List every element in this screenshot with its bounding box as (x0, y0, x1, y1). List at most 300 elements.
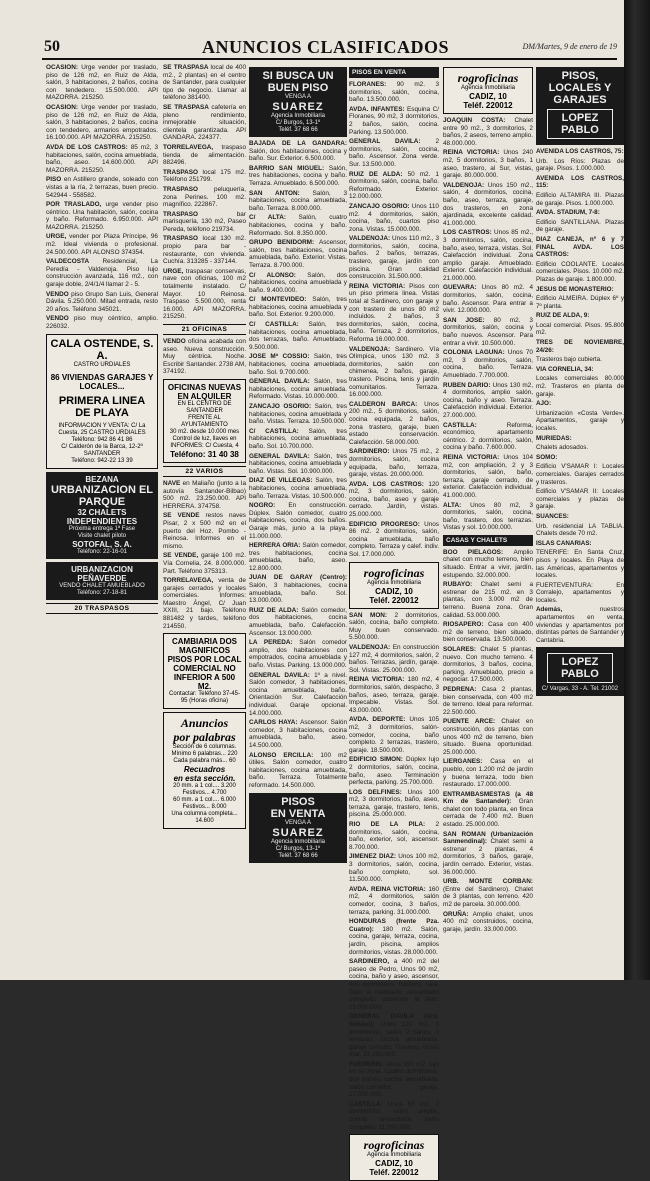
ad-heading: ALONSO ERCILLA: (249, 751, 321, 759)
ad-heading: HONDURAS (frente Pza. Cuatro): (349, 918, 439, 933)
classified-list (163, 64, 246, 321)
classified-ad (249, 752, 347, 790)
classified-ad (46, 64, 158, 102)
page-edge-shadow (624, 0, 650, 980)
ad-title: URBANIZACION PEÑAVERDE (71, 564, 133, 583)
ad-body: Salón, tres habitaciones, cocina amueblada y baño. Vistas. Sol. 10.900.000. (249, 452, 347, 475)
ad-body: Unos 100 m2, 3 dormitorios, salón, cocina, baño completo, sol. 11.500.000. (349, 853, 439, 884)
classified-ad (443, 502, 533, 532)
ad-heading: SE VENDE, (163, 552, 202, 560)
ad-heading: AVENIDA LOS CASTROS, 75: (536, 148, 624, 155)
ad-heading: JESUS DE MONASTERIO: (536, 285, 614, 293)
ad-heading: AVDA. REINA VICTORIA: (349, 885, 429, 893)
classified-ad (443, 454, 533, 500)
classified-ad (536, 488, 624, 511)
ad-body: 80 m2. 3 dormitorios, salón, cocina y baño nuevos. Ascensor. Para entrar a vivir. 10.500.000. (443, 316, 533, 347)
classified-ad (536, 209, 624, 217)
ad-body: Chalets adosados. (536, 444, 589, 452)
classified-ad (249, 574, 347, 604)
ad-heading: PUENTE ARCE: (443, 718, 502, 726)
classified-ad (349, 958, 439, 1011)
ad-brand: BEZANA (85, 474, 119, 484)
ad-body: Reforma, económico, apartamento céntrico. 2 dormitorios, salón, cocina y baño. 7.600.000. (443, 421, 533, 452)
ad-title: PISOS, LOCALES Y GARAJES (548, 70, 612, 106)
classified-ad (443, 422, 533, 452)
classified-ad (443, 117, 533, 147)
ad-body: Urge vender por traslado, piso de 126 m2, en Ruiz de Alda, salón, 3 habitaciones, 2 baños, cocina con tendedero. 15.500.000. API MAZORRA. 215250. (46, 64, 159, 102)
ad-heading: GENERAL DAVILA: (249, 378, 314, 386)
ad-heading: NAVE (163, 479, 183, 487)
ad-heading: DIAZ DE VILLEGAS: (249, 477, 316, 485)
ad-heading: JOAQUIN COSTA: (443, 117, 515, 124)
ad-body: oficina acabada con aseo. Nueva construcción. Muy céntrica. Noche. Escribir Santander. 2738 AM, 374192. (163, 338, 246, 376)
ad-body: Urbanización «Costa Verde». Apartamentos, garaje y locales. (536, 409, 624, 432)
ad-body: 180 m2, 4 dormitorios, salón, despacho, 3 baños, aseo, terraza, garaje. Impecable. Vistas. Sol. 43.000.000. (349, 676, 440, 714)
ad-body: Unos 130 m2, 4 dormitorios, amplio salón, cocina, baño y aseo. Terraza. Calefacción individual. Exterior. 27.000.000. (443, 381, 533, 419)
ad-heading: RUBAYO: (443, 581, 481, 589)
ad-line: VENGA A (284, 819, 311, 826)
ad-heading: SAN JOSE: (443, 316, 494, 324)
tariff-line: 20 mm. a 1 col.... 3.200 (173, 783, 236, 790)
suarez-ad (249, 67, 347, 137)
ad-body: 160 m2, 4 dormitorios, salón comedor, cocina, 3 baños, terraza, parking. 31.000.000. (349, 885, 439, 916)
ad-heading: SUANCES: (536, 512, 569, 520)
ad-body: Sardinero. Vía Olímpica, unos 130 m2. 3 dormitorios, salón con chimenea, 2 baños, garaje, trastero. Piscina, tenis y jardín comunitarios. Terraza. 16.000.000. (349, 345, 440, 399)
ad-heading: ZANCAJO OSORIO: (349, 202, 412, 210)
tariff-line: Mínimo 6 palabras... 220 (171, 751, 238, 758)
ad-heading: SE TRASPASA (163, 103, 212, 111)
classified-ad (349, 789, 439, 819)
classified-ad (536, 339, 624, 354)
ad-headline-2: PRIMERA LINEA DE PLAYA (58, 394, 146, 419)
ad-phone: Teléfono: 27-18-81 (76, 589, 128, 596)
ad-heading: LOS DELFINES: (349, 788, 408, 796)
column-4 (349, 64, 440, 1178)
ad-body: Salón, tres habitaciones, cocina amueblada, baño. Terraza. Vistas. 10.500.000. (249, 477, 347, 500)
ad-body: Edificio ALTAMIRA III. Plazas de garaje. Pisos. 1.000.000. (536, 191, 624, 207)
ad-title: CALA OSTENDE, S. A. (50, 337, 154, 362)
classified-ad (249, 321, 347, 351)
ad-subtitle: 32 CHALETS INDEPENDIENTES (66, 507, 138, 526)
ad-heading: URGE, (163, 267, 186, 275)
ad-body: Salón, dos habitaciones, cocina amueblada y baño. 9.400.000. (249, 271, 348, 294)
ad-body: Local comercial. Pisos. 95.800 m2. (536, 321, 624, 337)
classified-ad (349, 1013, 439, 1059)
ad-logo: rogroficinas (363, 1138, 425, 1153)
classified-list (46, 64, 158, 331)
ad-heading: REINA VICTORIA: (349, 282, 410, 290)
tariff-line: Festivos... 8.000 (182, 804, 227, 811)
ad-headline: 86 VIVIENDAS GARAJES Y LOCALES... (50, 372, 154, 391)
classified-ad (443, 646, 533, 684)
ad-heading: DIAZ CANEJA, nº 6 y 7 FINAL AVDA. LOS CASTROS: (536, 235, 624, 259)
classified-list (163, 480, 246, 630)
classified-ad (349, 716, 439, 754)
ad-body: vender por Plaza Príncipe, 96 m2. Ideal vivienda o profesional. 24.500.000. API ALONSO 374354. (46, 233, 158, 256)
classified-ad (163, 104, 246, 142)
ad-body: Salón comedor, dos habitaciones, cocina amueblada, baño. Calefacción. Ascensor. 13.000.000. (249, 606, 347, 637)
section-pisos-venta: PISOS EN VENTA (349, 67, 439, 78)
classified-list (163, 338, 246, 376)
ad-heading: VIA CORNELIA, 34: (536, 365, 594, 373)
ad-title: URBANIZACION EL PARQUE (50, 483, 154, 508)
ad-body: 2 dormitorios, salón, cocina, baño. Ascensor. Zona verde. Sur. 13.500.000. (349, 138, 439, 168)
ad-heading: NOGRO: (249, 502, 289, 510)
ad-phone-2: Teléfono: 942-22 13 39 (71, 457, 133, 464)
column-2 (163, 64, 246, 972)
classified-ad (536, 523, 624, 538)
classified-ad (349, 918, 439, 956)
ad-heading: C/ CASTILLA: (249, 427, 309, 435)
ad-heading: BARRIO SAN MIGUEL: (249, 164, 329, 172)
ad-body: nuestros apartamentos en venta, viviendas y apartamentos por distintas partes de Santander y Cantabria. (536, 606, 624, 644)
ad-line-2: Visite chalet piloto (77, 532, 127, 539)
ad-heading: PEDRENA: (443, 685, 482, 693)
ad-heading: TRASPASO (163, 185, 215, 193)
ad-logo: rogroficinas (457, 71, 519, 85)
ad-body: Salón, tres habitaciones, cocina amueblada, baño. Sol. 10.700.000. (249, 427, 347, 450)
ad-body: Chalet entre 90 m2., 3 dormitorios, 2 baños, 2 aseos, terreno amplio. 48.000.000. (443, 117, 533, 147)
ad-body: Salón, cuatro habitaciones, cocina y baño. Reformado. Sol. 8.350.000. (249, 214, 347, 237)
ad-body: venta de garajes cerrados y locales comerciales. Informes: Maestro Ángel, C/ Juan XXIII, 21 bajo. Teléfono 881482 y tardes, teléfono 214550. (163, 577, 246, 630)
ad-line: Agencia Inmobiliaria (366, 579, 422, 586)
classified-ad (349, 81, 439, 104)
classified-ad (46, 258, 158, 288)
rogroficinas-ad-2 (349, 1134, 439, 1181)
cambiaria-ad (163, 633, 246, 709)
ad-body: Urge vender por traslado, piso de 126 m2, en Ruiz de Alda, salón, 3 habitaciones, 2 baños, cocina con tendedero, armarios empotrados. 16.100.000. API MAZORRA. 215250. (46, 103, 159, 142)
ad-phone: Teléf. 220012 (369, 595, 419, 605)
ad-body: Unos 110 m2., 3 dormitorios, salón, cocina, baños. 2 baños, terrazas, trastero, garaje, jardín con piscina. Gran calidad construcción. 31.500.000. (349, 235, 439, 281)
ad-body: Salón comedor amplio, dos habitaciones con empotrados, cocina amueblada y baño. Vistas. Parking. 13.000.000. (249, 639, 348, 669)
classified-ad (46, 144, 158, 174)
ad-heading: CASTILLA: (349, 1100, 388, 1108)
ad-heading: C/ MONTEVIDEO: (249, 296, 313, 304)
ad-line-4: Control de luz, llaves en (172, 435, 237, 442)
ad-title: Anuncios (180, 716, 229, 731)
classified-ad (349, 853, 439, 883)
classified-ad (443, 621, 533, 644)
classified-ad (536, 444, 624, 452)
classified-ad (443, 686, 533, 716)
ad-body: Salón comedor, tres habitaciones, cocina amueblada, baño, aseo. 12.800.000. (249, 542, 347, 572)
ad-body: 90 m2. 3 dormitorios, salón, cocina, baño. 13.500.000. (349, 81, 439, 104)
classified-ad (536, 463, 624, 486)
ad-line-1: EN EL CENTRO DE SANTANDER (177, 400, 232, 414)
ad-heading: URGE, (46, 233, 70, 241)
ad-body: Chalet semi a estrenar de 215 m2. en 3 plantas, con 3.000 m2 de terreno. Buena zona. Gran calidad. 53.000.000. (443, 581, 533, 619)
ad-subtitle: VENDO CHALET AMUEBLADO (59, 582, 145, 589)
ad-heading: VENDO (163, 338, 189, 345)
section-varios: 22 VARIOS (163, 466, 246, 477)
page-number: 50 (44, 38, 60, 55)
classified-ad (46, 233, 158, 256)
ad-body: Locales comerciales 80.000 m2. Trasteros en planta de garaje. (536, 375, 624, 398)
classified-ad (443, 284, 533, 314)
ad-phone: Teléf. 37 68 66 (278, 852, 318, 859)
classified-ad (249, 140, 347, 163)
column-5 (443, 64, 533, 972)
tariffs-ad (163, 712, 246, 829)
ad-line: Agencia Inmobiliaria (460, 85, 516, 91)
ad-body: 50 m2. 1 dormitorio, salón, cocina, baño. Reformado. Exterior. 12.000.000. (349, 170, 439, 201)
classified-ad (163, 480, 246, 510)
classified-ad (536, 582, 624, 605)
ad-heading: VALDENOJA: (349, 345, 395, 353)
classified-list (249, 140, 347, 790)
ad-body: Salón, tres habitaciones, cocina y baño. Terraza. Amueblado. 6.500.000. (249, 164, 347, 187)
classified-ad (349, 171, 439, 201)
classified-ad (349, 138, 439, 168)
classified-ad (349, 612, 439, 642)
ad-heading: FLORANES: (349, 81, 397, 88)
classified-ad (249, 453, 347, 476)
classified-ad (443, 911, 533, 934)
ad-body: piso muy céntrico, amplio. 226032. (46, 315, 158, 330)
ad-heading: ALTA: (443, 501, 471, 509)
ad-heading: LA PEREDA: (249, 639, 300, 647)
ad-brand: SUAREZ (272, 826, 324, 839)
classified-ad (249, 353, 347, 376)
ad-body: Salón, tres habitaciones, cocina amueblada y baño. Sol. Exterior. 9.200.000. (249, 296, 347, 319)
classified-ad (46, 315, 158, 330)
classified-ad (46, 104, 158, 142)
classified-ad (249, 639, 347, 669)
ad-body: a 400 m2 del paseo de Pedro, Unos 90 m2, cocina, baño y aseo, ascensor, dos dormitorios, trastero, sala. Todo el mobiliario. Amueblado completo, ascensor al lado. 15.000.000. (349, 958, 439, 1011)
classified-ad (249, 239, 347, 269)
classified-ad (163, 211, 246, 234)
ad-body: Amplio chalet, unos 400 m2 construidos, cocina, garaje, jardín. 33.000.000. (443, 910, 533, 933)
tariff-line: Sección de 6 columnas. (172, 744, 237, 751)
ad-body: Unos 120 m2, 3 dormitorios, salón, 2 baños, 3 terrazas, cocina amueblada, garaje cerrado. Trastero, vistas mar. 23.000.000. (349, 1020, 439, 1059)
ad-heading: JUAN DE GARAY (Centro): (249, 574, 347, 582)
ad-phone: Teléfono: 942 86 41 86 (71, 436, 133, 443)
ad-body: Urb. residencial LA TABLIA. Chalets desde 70 m2. (536, 522, 624, 538)
ad-body: Casa en el pueblo, con 1.200 m2 de jardín y buena terraza, todo bien restaurado. 17.000.000. (443, 758, 534, 789)
ad-body: Unos 86 m2. 2 dormitorios, salón, cocina amueblada, baño completo. Terraza y calef. indiv. Sol. 17.000.000. (349, 520, 439, 559)
classified-ad (536, 175, 624, 190)
classified-ad (249, 607, 347, 637)
ad-body: Dúplex lujo 2 dormitorios, salón, cocina, baño, aseo. Terminación perfecta, parking. 25.700.000. (349, 756, 439, 787)
ad-body: garaje 100 m2. Vía Cornelia, 24. 8.000.000. Part. Teléfono 375313. (163, 552, 246, 575)
ad-body: local de 400 m2., 2 plantas) en el centro de Santander, para cualquier tipo de negocio. Llamar al teléfono 381400. (163, 64, 247, 102)
ad-body: traspasar conservas, nave con oficinas, 100 m2 totalmente instalado. C/ Mayor. 10 Reinosa. Traspaso 5.500.000, renta 16.000. API MAZORRA. 215250. (163, 267, 246, 321)
ad-heading: GUEVARA: (443, 284, 482, 292)
ad-phone: Teléf. 37 68 66 (278, 127, 318, 133)
classified-ad (536, 158, 624, 173)
classified-ad (536, 192, 624, 207)
ad-heading: EDIFICIO PROGRESO: (349, 520, 425, 528)
classified-ad (349, 203, 439, 233)
page-title: ANUNCIOS CLASIFICADOS (202, 37, 450, 57)
ad-brand: SUAREZ (272, 101, 324, 113)
ad-body: FUERTEVENTURA: En Corralejo, apartamentos y locales. (536, 581, 624, 604)
cala-ostende-ad (46, 334, 158, 469)
section-traspasos: 20 TRASPASOS (46, 603, 158, 614)
ad-heading: REINA VICTORIA: (443, 149, 504, 157)
classified-ad (536, 148, 624, 156)
ad-heading: BAJADA DE LA GANDARA: (249, 140, 347, 147)
classified-ad (349, 756, 439, 786)
classified-ad (443, 349, 533, 379)
classified-ad (349, 644, 439, 674)
ad-body: local 130 m2. propio para bar - restaurante, con vivienda. Cuchía. 313285 - 337144. (163, 235, 247, 266)
ad-subtitle: CASTRO URDIALES (73, 361, 131, 368)
classified-ad (536, 356, 624, 364)
page-header (42, 38, 617, 60)
classified-ad (443, 317, 533, 347)
classified-ad (536, 375, 624, 398)
ad-body: Amplio chalet con mucho terreno, bien situado. Entrar a vivir, jardín, estupendo. 32.000.000. (443, 548, 533, 579)
ad-title-2: EN VENTA (270, 807, 326, 820)
ad-heading: AVDA. STADIUM, 7-8: (536, 209, 600, 217)
ad-heading: PISO (46, 176, 64, 184)
ad-body: Unos 200 m2., 5 dormitorios, salón, cocina equipada, 2 baños, zona trastero, garaje, buen estado conservación. Calefacción. 58.000.000. (349, 400, 439, 446)
ad-body: 120 m2, 3 dormitorios, salón, cocina, baño, aseo y garaje cerrado. Jardín, vistas. 25.000.000. (349, 480, 439, 519)
ad-heading: TRASPASO (163, 235, 203, 243)
ad-heading: VENDO (46, 290, 72, 298)
ad-heading: AVDA. LOS CASTROS: (349, 480, 429, 488)
ad-body: en Astillero grande, soleado con vistas a la ría, 2 terrazas, buen precio. 542944 - 558582. (46, 176, 158, 199)
classified-ad (349, 521, 439, 559)
ad-heading: AVDA. DEPORTE: (349, 716, 410, 724)
ad-body: Residencial, La Peredía - Valdenoja. Piso lujo construcción avanzada, 116 m2., con garaje doble, 2/4/1/4 llamar 2 - 5. (46, 258, 158, 289)
classified-ad (349, 346, 439, 399)
ad-heading: AVDA. INFANTES: (349, 105, 408, 113)
classified-ad (536, 236, 624, 259)
ad-brand: LOPEZ PABLO (547, 109, 613, 139)
ad-heading: JIMENEZ DIAZ: (349, 853, 399, 861)
ad-info: INFORMES: C/ Cuesta, 4 (170, 442, 239, 449)
ad-body: Pisos con un piso primera linea. Vistas total al Sardinero, con garaje y con trastero de unos 80 m2 incluidos. 2 baños, 3 dormitorios, salón, cocina, baño. Terraza, 2 dormitorios, Reforma 16.000.000. (349, 282, 439, 343)
classified-ad (163, 169, 246, 184)
ad-body: peluquería, zona Perines. 100 m2. magnífico. 222867. (163, 185, 246, 209)
classified-ad (163, 552, 246, 575)
ad-phone: Teléfono: 31 40 38 (170, 449, 239, 459)
ad-line-2: FRENTE AL AYUNTAMIENTO (181, 414, 228, 428)
ad-body: Unos 104 m2, con ampliación, 2 y 3 dormitorios, salón, baño, terraza, garaje cerrado, de exterior. Calefacción individual. 41.000.000. (443, 453, 533, 499)
ad-address: CADIZ, 10 (469, 92, 507, 101)
ad-body: Unos 190 m2, lujo en su zona. Cuatro dormitorios, dos baños, cocina amueblada, salón-comedor, garaje. 17.000.000. (349, 1060, 439, 1099)
section-casas-chalets: CASAS Y CHALETS (443, 535, 533, 546)
ad-logo: rogroficinas (363, 565, 425, 580)
ad-heading: MURIEDAS: (536, 434, 572, 442)
classified-ad (443, 382, 533, 420)
ad-body: urge vender piso céntrico. Una habitación, salón, cocina y baño. Reformado. 6.950.000. API MAZORRA. 215250. (46, 201, 158, 231)
ad-heading: SE VENDE (163, 512, 206, 520)
ad-heading: POR TRASLADO, (46, 201, 106, 209)
classified-ad (249, 672, 347, 718)
ad-heading: SARDINERO: (349, 448, 393, 456)
ad-address: C/ Calderón de la Barca, 12-2º SANTANDER (61, 443, 143, 457)
ad-heading: ZANCAJO OSORIO: (249, 403, 315, 410)
tariff-line: 60 mm. a 1 col.... 6.000 (173, 797, 236, 804)
ad-title: SI BUSCA UN (262, 70, 334, 82)
ad-heading: SE TRASPASA (163, 64, 211, 71)
ad-body: Unos 85 m2., 3 dormitorios, salón, cocina, baño, aseo, terraza, vistas. Sol. Calefacción individual. Zona amplio garaje. Amueblado. Exterior. Calefacción individual. 21.000.000. (443, 229, 533, 282)
ad-heading: BOO PIELAGOS: (443, 548, 514, 556)
classified-ad (443, 831, 533, 877)
ad-body: 1º a nivel. Salón comedor, 3 habitaciones, cocina amueblada, baño. Orientación Sur. Calefacción individual. Garaje opcional. 14.000.000. (249, 671, 347, 717)
classified-ad (443, 149, 533, 179)
column-3 (249, 64, 347, 972)
classified-list (349, 81, 439, 559)
ad-heading: GENERAL DAVILA: (249, 671, 315, 679)
classified-ad (349, 401, 439, 447)
oficinas-ad (163, 379, 246, 463)
classified-ad (349, 481, 439, 519)
ad-heading: TRES DE NOVIEMBRE, 24/26: (536, 339, 624, 354)
ad-line-3: 30 m2. desde 10.000 mes (169, 428, 240, 435)
ad-line-1: Próxima entrega 1ª Fase (68, 525, 136, 532)
ad-heading: VALDECOSTA (46, 258, 103, 266)
ad-company: SOTOFAL, S. A. (72, 539, 132, 549)
ad-body: Chalet semi a estrenar 2 plantas, 4 dormitorios, 3 baños, garaje, jardín cerrado. Exterior, vistas. 36.000.000. (443, 838, 533, 876)
ad-body: Salón, tres habitaciones, cocina amueblada, baño. Sol. 9.700.000. (249, 353, 347, 376)
ad-body: Unos 100 m2, 3 dormitorios, baño, aseo, terraza, garaje, trastero, tenis, piscina. 25.000.000. (349, 788, 440, 819)
ad-body: Unos 110 m2. 4 dormitorios, salón, cocina, baño, cuartos piso zona. Vistas. 15.000.000. (349, 202, 439, 233)
classified-ad (163, 64, 246, 102)
ad-heading: OCASION: (46, 64, 82, 71)
ad-body: En construcción. Dúplex. Salón comedor, cuatro habitaciones, cocina, dos baños. Garaje más, junio a la playa. 11.000.000. (249, 502, 348, 540)
ad-body: Chalet en construcción, dos plantas con unos 400 m2 de terreno, bien situado. Buena oportunidad. 25.000.000. (443, 718, 533, 756)
classified-ad (249, 428, 347, 451)
ad-body: Unos 70 m2, 3 dormitorios, salón, cocina, baño. Terraza. Amueblado. 7.700.000. (443, 349, 533, 379)
ad-body: restos naves Pisar, 2 x 500 m2 en el puerto del Hoz. Pombo - Reinosa. Informes en el mismo. (163, 512, 246, 550)
ad-heading: URB. MONTE CORBAN: (443, 878, 533, 886)
ad-heading: ENTRAMBASMESTAS (a 48 Km de Santander): (443, 790, 533, 806)
section-oficinas: 21 OFICINAS (163, 324, 246, 335)
ad-heading: C/ ALTA: (249, 214, 299, 222)
ad-address: CADIZ, 10 (375, 586, 413, 596)
classified-ad (536, 322, 624, 337)
ad-heading: RUIZ DE ALDA: (349, 170, 408, 178)
ad-line: Agencia Inmobiliaria (270, 113, 326, 119)
ad-body: local 175 m2. Teléfono 251799. (163, 168, 247, 184)
ad-body: Esquina C/ Floranes, 90 m2, 3 dormitorios, 2 baños, salón, cocina. Parking. 13.500.000. (349, 105, 439, 136)
classified-ad (536, 400, 624, 408)
suarez-ad-2 (249, 793, 347, 863)
classified-ad (163, 235, 246, 265)
classified-ad (46, 291, 158, 314)
classified-ad (249, 214, 347, 237)
classified-ad (249, 502, 347, 540)
ad-heading: C/ ALONSO: (249, 271, 308, 279)
classified-ad (163, 577, 246, 630)
ad-heading: C/ CASTILLA: (249, 321, 309, 329)
ad-title: CAMBIARIA DOS MAGNIFICOS PISOS POR LOCAL COMERCIAL NO INFERIOR A 500 M2. (167, 637, 242, 692)
ad-body: 100 m2 útiles. Salón comedor, cuatro habitaciones, cocina amueblada, baño. Terraza. Totalmente reformado. 14.500.000. (249, 751, 347, 789)
ad-title-2: BUEN PISO (267, 82, 329, 94)
ad-heading: LIERGANES: (443, 758, 491, 766)
ad-body: 180 m2. Salón, cocina, garaje, terraza, cocina, jardín, piscina, amplios dormitorios, vistas. 28.000.000. (349, 925, 439, 956)
classified-ad (536, 454, 624, 462)
classified-ad (443, 182, 533, 228)
ad-body: Urb. Los Ríos: Plazas de garaje. Pisos. 1.000.000. (536, 157, 624, 173)
ad-brand: LOPEZ PABLO (547, 653, 613, 683)
classified-ad (249, 296, 347, 319)
classified-ad (536, 312, 624, 320)
classified-list (536, 148, 624, 644)
ad-address: CADIZ, 10 (375, 1159, 413, 1169)
ad-body: 85 m2, 3 habitaciones, salón, cocina amueblada, baño, aseo. 14.600.000. API MAZORRA. 215250. (46, 143, 158, 174)
ad-heading: SOMO: (536, 453, 558, 461)
classified-ad (249, 165, 347, 188)
ad-heading: AJO: (536, 400, 552, 408)
ad-body: Ascensor, salón, tres habitaciones, cocina amueblada, baño. Exterior. Vistas. Terraza. 8.700.000. (249, 239, 347, 269)
ad-heading: VALDENOJA: (443, 181, 488, 189)
ad-heading: GENERAL DAVILA: (249, 452, 314, 460)
